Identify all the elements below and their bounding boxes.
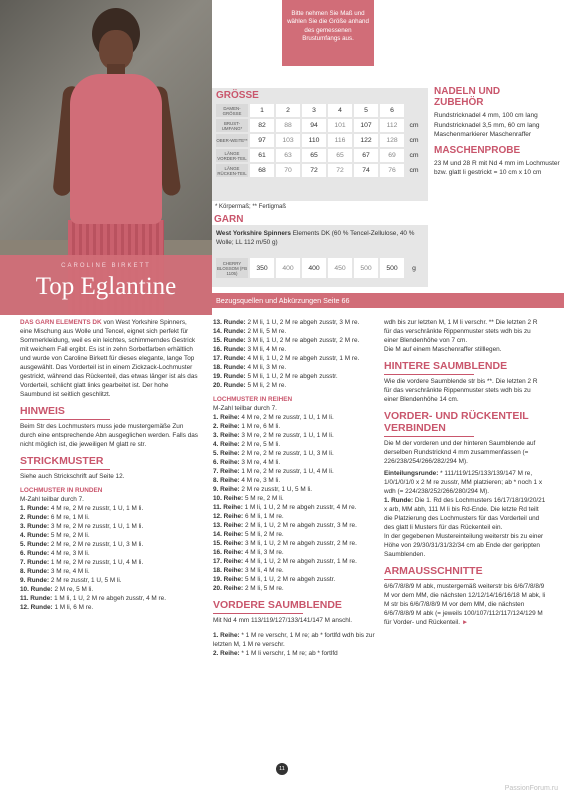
strickmuster-text: Siehe auch Strickschrift auf Seite 12. [20,473,125,480]
column-2 [213,318,381,658]
row-number: 2. Reihe: [213,650,240,657]
row-text: 2 M li, 1 U, 2 M re abgeh zusstr, 3 M re. [243,522,357,529]
instruction-row [213,413,381,422]
table-cell: 88 [276,119,300,132]
needles-heading: NADELN UND ZUBEHÖR [434,86,501,108]
row-text: 4 M li, 1 U, 2 M re abgeh zusstr, 1 M re. [245,355,360,362]
table-cell: 116 [328,134,352,147]
table-cell: 70 [276,164,300,177]
table-cell: 6 [380,104,404,117]
einteilung-text: * 111/119/125/133/139/147 M re, 1/0/1/0/1/0 x 2 M re zusstr, MM platzieren; ab * noch 1 x wdh (= 224/238/252/266/280/294 M). [384,470,543,495]
unit-label: cm [409,137,419,144]
row-number: 20. Runde: [213,382,246,389]
row-text: 2 M re zusstr, 1 U, 5 M li. [239,486,313,493]
instruction-row [213,354,381,363]
row-text: 1 M li, 1 U, 2 M re abgeh zusstr, 4 M re. [242,504,357,511]
row-text: 6 M re, 1 M li. [49,514,90,521]
hinweis-heading: HINWEIS [20,405,65,417]
table-cell: 3 [302,104,326,117]
size-table-panel [212,88,428,201]
row-number: 6. Reihe: [213,459,240,466]
verbinden-heading: VORDER- UND RÜCKENTEIL VERBINDEN [384,410,529,434]
row-text: 3 M re, 2 M re zusstr, 1 U, 1 M li. [49,523,144,530]
row-number: 14. Runde: [213,328,246,335]
table-cell: 4 [328,104,352,117]
table-row [216,104,422,117]
row-text: 2 M li, 1 U, 2 M re abgeh zusstr, 3 M re. [245,319,360,326]
yarn-description: Elements DK (60 % Tencel-Zellulose, 40 % Wolle; LL 112 m/50 g) [216,230,415,246]
reihen-intro: M-Zahl teilbar durch 7. [213,405,277,412]
row-label: DAMEN-GRÖSSE [216,104,248,117]
size-footnote: * Körpermaß; ** Fertigmaß [215,204,287,210]
table-row [216,119,422,132]
row-number: 16. Runde: [213,346,246,353]
yarn-brand: West Yorkshire Spinners [216,230,291,237]
row-text: 5 M re, 2 M li. [243,495,284,502]
instruction-row [213,649,381,658]
table-cell: 350 [250,258,274,278]
row-number: 9. Runde: [20,577,50,584]
row-number: 10. Reihe: [213,495,244,502]
row-text: 3 M li, 4 M re. [243,567,284,574]
table-cell: 122 [354,134,378,147]
table-cell: 94 [302,119,326,132]
row-number: 16. Reihe: [213,549,244,556]
instruction-row [20,549,198,558]
instruction-row [213,449,381,458]
instruction-row [213,512,381,521]
hintere-saumblende-text: Wie die vordere Saumblende str bis **. Die letzten 2 R für das verschränkte Rippenmuster stets wdh bis zu einer Blendenhöhe 14 cm. [384,378,538,403]
runden-heading: LOCHMUSTER IN RUNDEN [20,487,103,494]
unit-label [406,104,422,117]
row-number: 5. Reihe: [213,450,240,457]
row-number: 5. Runde: [20,541,50,548]
row-number: 12. Reihe: [213,513,244,520]
reihen-heading: LOCHMUSTER IN REIHEN [213,396,293,403]
row-number: 3. Reihe: [213,432,240,439]
row-text: 2 M re, 2 M re zusstr, 1 U, 3 M li. [239,450,334,457]
row-number: 20. Reihe: [213,585,244,592]
table-row [216,149,422,162]
instruction-row [213,467,381,476]
row-text: 4 M li, 3 M re. [245,364,287,371]
table-cell: 400 [276,258,300,278]
table-cell: 500 [380,258,404,278]
instruction-row [213,503,381,512]
row-text: 5 M re, 2 M li. [49,532,90,539]
row-text: 3 M re, 4 M li. [239,459,281,466]
instruction-row [20,585,198,594]
col3-text-1: wdh bis zur letzten M, 1 M li verschr. ** Die letzten 2 R für das verschränkte Rippenmuster stets wdh bis zu einer Blendenhöhe von 7 cm. [384,319,538,344]
row-number: 13. Runde: [213,319,246,326]
instruction-row [213,521,381,530]
intro-lead: DAS GARN ELEMENTS DK [20,319,102,326]
size-heading: GRÖSSE [216,90,259,101]
column-1 [20,318,198,612]
table-cell: 76 [380,164,404,177]
row-text: 4 M li, 3 M re. [243,549,284,556]
yarn-panel [212,225,428,287]
hinweis-text: Beim Str des Lochmusters muss jede mustergemäße Zun durch eine entsprechende Abn ausgeglichen werden. Falls das nicht möglich ist, die jeweiligen M glatt re str. [20,423,198,448]
designer-name: CAROLINE BIRKETT [61,263,151,269]
row-text: 1 M re, 2 M re zusstr, 1 U, 4 M li. [239,468,334,475]
row-text: 1 M re, 2 M re zusstr, 1 U, 4 M li. [49,559,144,566]
instruction-row [213,575,381,584]
instruction-row [213,485,381,494]
table-cell: 112 [380,119,404,132]
row-number: 7. Reihe: [213,468,240,475]
vordere-saumblende-text: Mit Nd 4 mm 113/119/127/133/141/147 M anschl. [213,617,353,624]
table-row [216,134,422,147]
row-text: 2 M re, 5 M li. [52,586,94,593]
instruction-row [213,566,381,575]
instruction-row [20,504,198,513]
table-cell: 2 [276,104,300,117]
row-number: 1. Runde: [20,505,50,512]
row-text: 4 M li, 1 U, 2 M re abgeh zusstr, 1 M re. [243,558,357,565]
instruction-row [213,431,381,440]
row-text: 3 M li, 1 U, 2 M re abgeh zusstr, 2 M re. [243,540,357,547]
table-cell: 500 [354,258,378,278]
table-cell: 72 [328,164,352,177]
table-cell: 103 [276,134,300,147]
table-cell: 1 [250,104,274,117]
gauge-heading: MASCHENPROBE [434,144,521,156]
instruction-row [213,584,381,593]
row-label: LÄNGE RÜCKEN-TEIL [217,165,247,176]
row-number: 7. Runde: [20,559,50,566]
row-text: 5 M li, 1 U, 2 M re abgeh zusstr. [243,576,336,583]
row-text: 1 M li, 1 U, 2 M re abgeh zusstr, 4 M re. [52,595,166,602]
row-number: 12. Runde: [20,604,53,611]
instruction-row [213,539,381,548]
strickmuster-heading: STRICKMUSTER [20,455,104,467]
instruction-row [20,594,198,603]
row-number: 17. Reihe: [213,558,244,565]
table-cell: 5 [354,104,378,117]
row-number: 11. Reihe: [213,504,243,511]
instruction-row [213,336,381,345]
unit-label: cm [409,167,419,174]
row-text: 3 M re, 4 M li. [49,568,90,575]
runden-intro: M-Zahl teilbar durch 7. [20,496,84,503]
instruction-row [213,381,381,390]
armausschnitte-text: 6/6/7/8/8/9 M abk, mustergemäß weiterstr bis 6/6/7/8/8/9 M vor dem MM, die nächsten 12/12/14/16/16/18 M abk, li M str bis 6/6/7/8/8/9 M vor dem MM, die nächsten 6/6/7/8/8/9 M abk (= jeweils 100/107/112/117/124/129 M für Vorder- und Rückenteil. [384,583,546,626]
row-text: 5 M li, 2 M re. [243,531,284,538]
column-3 [384,318,546,627]
runde1-text: Die 1. Rd des Lochmusters 16/17/18/19/20/21 x arb, MM abh, 111 M li bis Rd-Ende. Die letzte Rd teilt die Platzierung des Lochmusters für das Vorderteil und des glatt li Musters für das Rückenteil ein. [384,497,546,531]
intro-text: von West Yorkshire Spinners, eine Mischung aus Wolle und Tencel, eignet sich perfekt für Sommerkleidung, weil es ein leichtes, schimmerndes Gestrick mit weichem Fall ergibt. Es ist in zehn Sorbetfarben erhältlich und wurde von Caroline Birkett für dieses elegante, lange Top ausgewählt. Das Vorderteil ist in einem Zickzack-Lochmuster gestrickt, während das Rückenteil, das etwas länger ist als das Vorderteil, schlicht glatt links gearbeitet ist. Der hohe Saumbund ist seitlich geschlitzt. [20,319,198,398]
sources-bar: Bezugsquellen und Abkürzungen Seite 66 [212,293,564,308]
row-number: 1. Reihe: [213,632,240,639]
row-text: 1 M li, 6 M re. [52,604,94,611]
unit-label: cm [409,122,419,129]
row-text: 2 M re zusstr, 1 U, 5 M li. [49,577,122,584]
unit-label: g [412,264,416,272]
instruction-row [20,558,198,567]
instruction-row [20,540,198,549]
row-text: 4 M re, 3 M li. [49,550,90,557]
table-cell: 97 [250,134,274,147]
instruction-row [213,458,381,467]
row-number: 14. Reihe: [213,531,244,538]
row-text: 2 M li, 5 M re. [245,328,287,335]
continue-arrow-icon: ► [461,619,469,626]
instruction-row [213,548,381,557]
size-note: Bitte nehmen Sie Maß und wählen Sie die Größe anhand des gemessenen Brustumfangs aus. [282,0,374,66]
table-cell: 101 [328,119,352,132]
einteilung-label: Einteilungsrunde: [384,470,439,477]
instruction-row [20,522,198,531]
row-number: 10. Runde: [20,586,53,593]
table-cell: 68 [250,164,274,177]
yarn-heading: GARN [214,214,244,225]
watermark: PassionForum.ru [504,785,558,792]
row-number: 1. Reihe: [213,414,240,421]
row-label: BRUST-UMFANG* [216,119,248,132]
row-text: * 1 M re verschr, 1 M re; ab * fortlfd wdh bis zur letzten M, 1 M re verschr. [213,632,375,648]
instruction-row [20,513,198,522]
col3-text-2: Die M auf einem Maschenraffer stilllegen. [384,346,502,353]
row-number: 15. Runde: [213,337,246,344]
table-cell: 65 [302,149,326,162]
table-cell: 107 [354,119,378,132]
row-text: 2 M li, 5 M re. [243,585,284,592]
page-number: 11 [276,763,288,775]
row-text: 5 M li, 2 M re. [245,382,287,389]
row-number: 3. Runde: [20,523,50,530]
table-row [216,258,422,278]
row-text: 1 M re, 6 M li. [239,423,281,430]
row-number: 9. Reihe: [213,486,240,493]
instruction-row [213,476,381,485]
row-text: 4 M re, 2 M re zusstr, 1 U, 1 M li. [239,414,334,421]
runde1-label: 1. Runde: [384,497,414,504]
armausschnitte-heading: ARMAUSSCHNITTE [384,565,483,577]
needles-section [434,86,560,178]
row-number: 19. Reihe: [213,576,244,583]
table-cell: 82 [250,119,274,132]
table-cell: 69 [380,149,404,162]
table-cell: 110 [302,134,326,147]
row-text: 3 M li, 4 M re. [245,346,287,353]
table-cell: 400 [302,258,326,278]
instruction-row [213,345,381,354]
row-number: 6. Runde: [20,550,50,557]
instruction-row [213,440,381,449]
instruction-row [213,422,381,431]
row-number: 4. Runde: [20,532,50,539]
instruction-row [213,631,381,649]
row-text: 4 M re, 2 M re zusstr, 1 U, 1 M li. [49,505,144,512]
instruction-row [213,494,381,503]
instruction-row [20,531,198,540]
row-text: 4 M re, 3 M li. [239,477,281,484]
table-cell: 128 [380,134,404,147]
row-text: * 1 M li verschr, 1 M re; ab * fortlfd [239,650,338,657]
instruction-row [213,557,381,566]
row-number: 2. Runde: [20,514,50,521]
row-number: 15. Reihe: [213,540,244,547]
instruction-row [213,363,381,372]
table-cell: 67 [354,149,378,162]
row-number: 17. Runde: [213,355,246,362]
row-number: 19. Runde: [213,373,246,380]
unit-label: cm [409,152,419,159]
row-number: 13. Reihe: [213,522,244,529]
table-cell: 450 [328,258,352,278]
row-text: 5 M li, 1 U, 2 M re abgeh zusstr. [245,373,338,380]
row-text: 6 M li, 1 M re. [243,513,284,520]
instruction-row [213,327,381,336]
gauge-text: 23 M und 28 R mit Nd 4 mm im Lochmuster bzw. glatt li gestrickt = 10 cm x 10 cm [434,159,560,177]
row-number: 18. Runde: [213,364,246,371]
pattern-title: Top Eglantine [35,273,177,300]
col3-text-3: In der gegebenen Mustereinteilung weiterstr bis zu einer Höhe von 29/30/31/31/32/34 cm ab Ende der gerippten Saumblenden. [384,533,544,558]
table-cell: 72 [302,164,326,177]
instruction-row [20,576,198,585]
table-cell: 63 [276,149,300,162]
instruction-row [213,530,381,539]
row-label: OBER-WEITE** [216,134,248,147]
table-cell: 74 [354,164,378,177]
vordere-saumblende-heading: VORDERE SAUMBLENDE [213,599,342,611]
row-number: 8. Runde: [20,568,50,575]
needles-text: Rundstricknadel 4 mm, 100 cm lang Rundstricknadel 3,5 mm, 60 cm lang Maschenmarkierer Maschenraffer [434,112,540,139]
row-number: 8. Reihe: [213,477,240,484]
row-label: CHERRY BLOSSOM (FB 1105) [216,258,248,278]
table-cell: 65 [328,149,352,162]
size-table [214,102,424,179]
row-text: 2 M re, 5 M li. [239,441,281,448]
row-number: 18. Reihe: [213,567,244,574]
row-text: 2 M re, 2 M re zusstr, 1 U, 3 M li. [49,541,144,548]
row-label: LÄNGE VORDER-TEIL [217,150,247,161]
yarn-table [214,256,424,280]
instruction-row [20,603,198,612]
hintere-saumblende-heading: HINTERE SAUMBLENDE [384,360,508,372]
instruction-row [213,372,381,381]
row-number: 4. Reihe: [213,441,240,448]
instruction-row [213,318,381,327]
table-row [216,164,422,177]
row-text: 3 M li, 1 U, 2 M re abgeh zusstr, 2 M re. [245,337,360,344]
instruction-row [20,567,198,576]
verbinden-text: Die M der vorderen und der hinteren Saumblende auf derselben Rundstricknd 4 mm zusammenfassen (= 226/238/254/266/282/294 M). [384,440,536,465]
table-cell: 61 [250,149,274,162]
row-number: 2. Reihe: [213,423,240,430]
row-text: 3 M re, 2 M re zusstr, 1 U, 1 M li. [239,432,334,439]
row-number: 11. Runde: [20,595,53,602]
